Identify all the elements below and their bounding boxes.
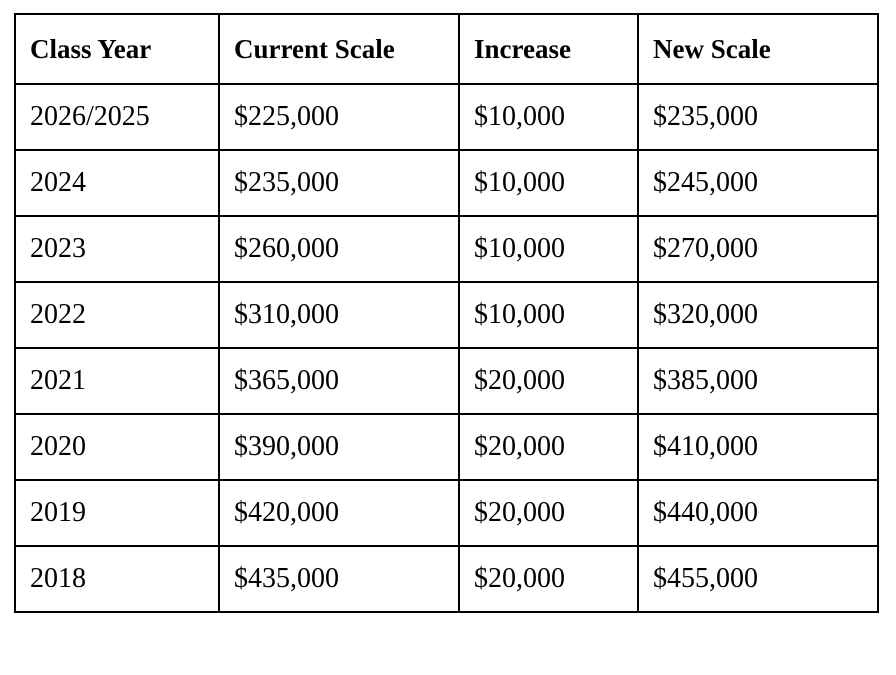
table-row bbox=[15, 150, 878, 216]
cell-new-scale: $235,000 bbox=[638, 84, 878, 150]
table-row bbox=[15, 348, 878, 414]
cell-increase: $20,000 bbox=[459, 546, 638, 612]
table-row bbox=[15, 480, 878, 546]
cell-increase: $10,000 bbox=[459, 84, 638, 150]
cell-current-scale: $390,000 bbox=[219, 414, 459, 480]
cell-new-scale: $320,000 bbox=[638, 282, 878, 348]
cell-new-scale: $245,000 bbox=[638, 150, 878, 216]
cell-new-scale: $410,000 bbox=[638, 414, 878, 480]
cell-increase: $10,000 bbox=[459, 216, 638, 282]
cell-increase: $10,000 bbox=[459, 150, 638, 216]
cell-new-scale: $455,000 bbox=[638, 546, 878, 612]
cell-class-year: 2020 bbox=[15, 414, 219, 480]
table-row bbox=[15, 216, 878, 282]
cell-class-year: 2023 bbox=[15, 216, 219, 282]
cell-class-year: 2024 bbox=[15, 150, 219, 216]
cell-increase: $20,000 bbox=[459, 480, 638, 546]
cell-current-scale: $225,000 bbox=[219, 84, 459, 150]
table-row bbox=[15, 414, 878, 480]
cell-class-year: 2019 bbox=[15, 480, 219, 546]
table-row bbox=[15, 282, 878, 348]
cell-current-scale: $435,000 bbox=[219, 546, 459, 612]
cell-current-scale: $420,000 bbox=[219, 480, 459, 546]
cell-class-year: 2022 bbox=[15, 282, 219, 348]
header-row bbox=[15, 14, 878, 84]
cell-class-year: 2018 bbox=[15, 546, 219, 612]
cell-class-year: 2021 bbox=[15, 348, 219, 414]
cell-class-year: 2026/2025 bbox=[15, 84, 219, 150]
header-current-scale: Current Scale bbox=[219, 14, 459, 84]
cell-increase: $20,000 bbox=[459, 348, 638, 414]
salary-scale-table bbox=[14, 13, 879, 613]
table-row bbox=[15, 84, 878, 150]
table-header bbox=[15, 14, 878, 84]
cell-current-scale: $365,000 bbox=[219, 348, 459, 414]
cell-current-scale: $260,000 bbox=[219, 216, 459, 282]
cell-increase: $10,000 bbox=[459, 282, 638, 348]
header-increase: Increase bbox=[459, 14, 638, 84]
table-body bbox=[15, 84, 878, 612]
cell-new-scale: $440,000 bbox=[638, 480, 878, 546]
cell-current-scale: $235,000 bbox=[219, 150, 459, 216]
cell-new-scale: $385,000 bbox=[638, 348, 878, 414]
table-row bbox=[15, 546, 878, 612]
cell-increase: $20,000 bbox=[459, 414, 638, 480]
cell-new-scale: $270,000 bbox=[638, 216, 878, 282]
header-new-scale: New Scale bbox=[638, 14, 878, 84]
cell-current-scale: $310,000 bbox=[219, 282, 459, 348]
header-class-year: Class Year bbox=[15, 14, 219, 84]
